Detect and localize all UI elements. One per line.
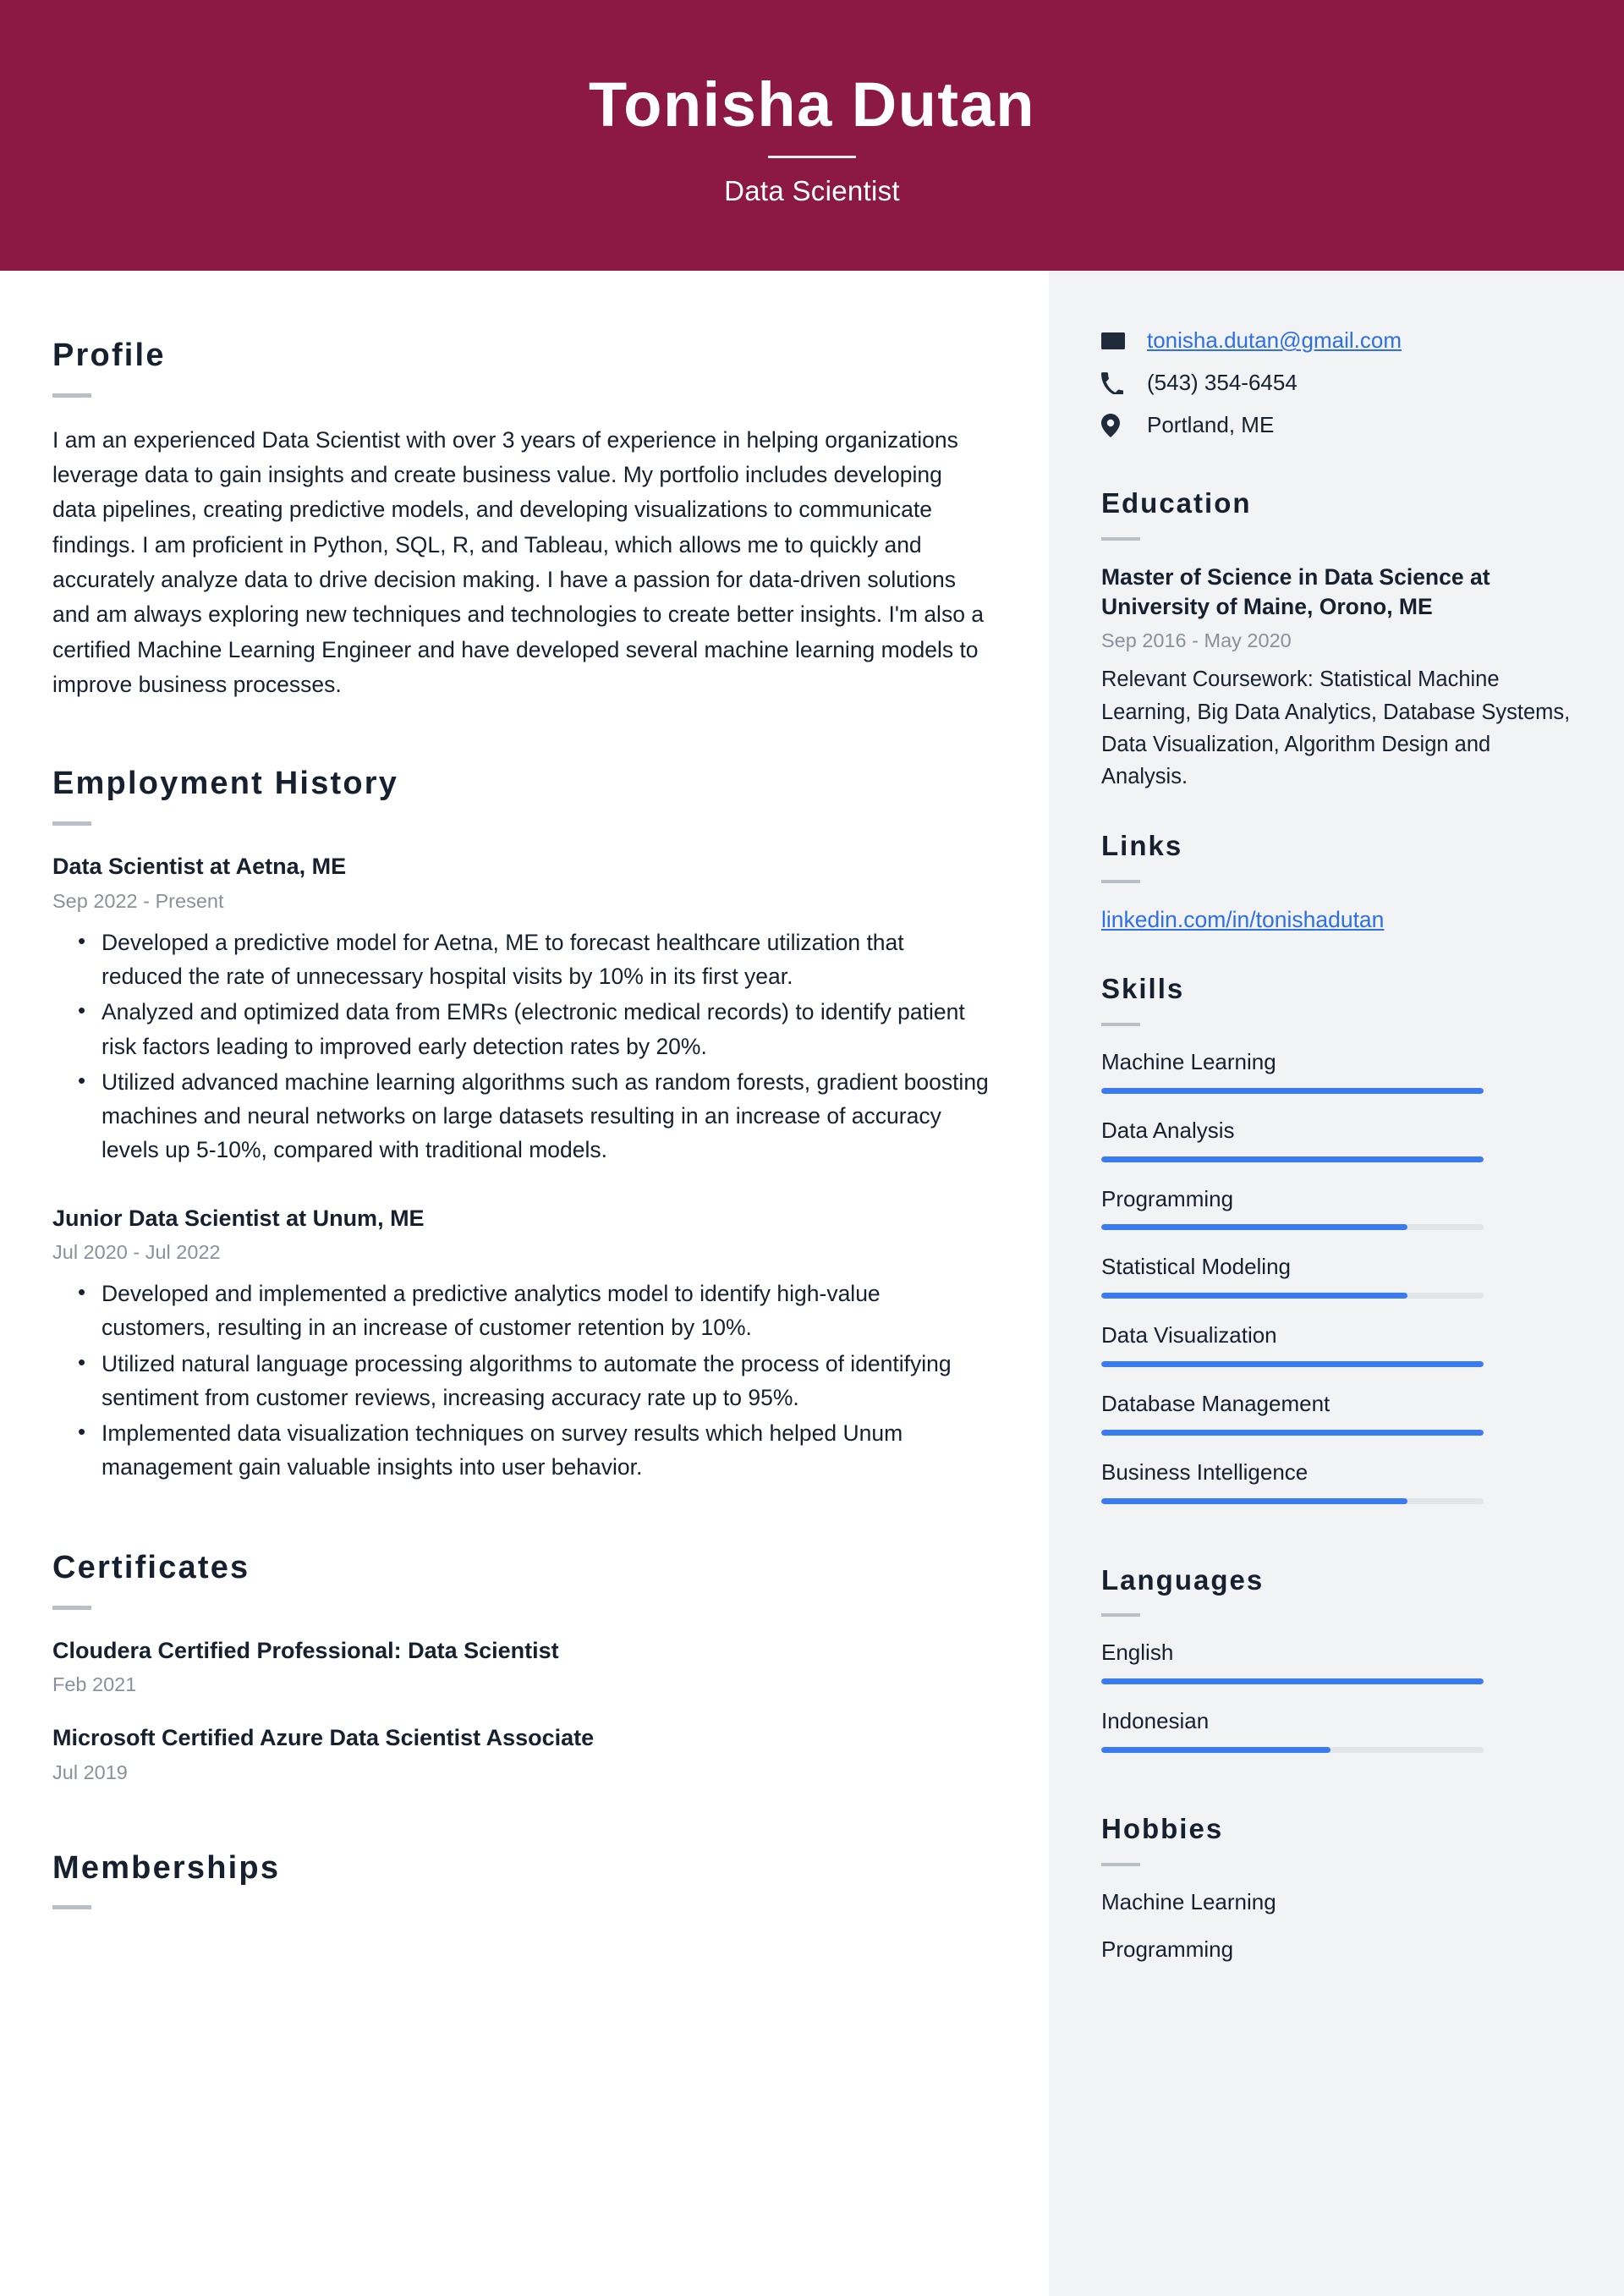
job-bullet: • Analyzed and optimized data from EMRs (electronic medical records) to identify patient risk factors leading to improved early detection rates by 20%.: [52, 995, 990, 1063]
section-memberships: [52, 1849, 990, 1910]
profile-text: I am an experienced Data Scientist with over 3 years of experience in helping organizations leverage data to gain insights and create business value. My portfolio includes developing data pipelines, creating predictive models, and developing visualizations to communicate findings. I am proficient in Python, SQL, R, and Tableau, which allows me to quickly and accurately analyze data to drive decision making. I have a passion for data-driven solutions and am always exploring new techniques and technologies to create better insights. I'm also a certified Machine Learning Engineer and have developed several machine learning models to improve business processes.: [52, 426, 985, 698]
degree-date: Sep 2016 - May 2020: [1101, 629, 1292, 652]
job-date: Jul 2020 - Jul 2022: [52, 1241, 221, 1264]
skill-label: Data Analysis: [1101, 1117, 1235, 1143]
section-rule: [1101, 1613, 1140, 1617]
phone-number: (543) 354-6454: [1147, 370, 1298, 396]
section-rule: [1101, 537, 1140, 541]
section-heading-memberships: Memberships: [52, 1849, 281, 1886]
job-title: Junior Data Scientist at Unum, ME: [52, 1205, 425, 1231]
linkedin-link[interactable]: linkedin.com/in/tonishadutan: [1101, 907, 1385, 933]
skill-level-fill: [1101, 1156, 1484, 1162]
skill-item: [1101, 1185, 1573, 1231]
employment-entry: [52, 1203, 990, 1485]
job-date: Sep 2022 - Present: [52, 889, 224, 912]
section-rule: [1101, 880, 1140, 883]
certificate-date: Feb 2021: [52, 1673, 137, 1695]
language-level-track: [1101, 1678, 1484, 1684]
section-certificates: [52, 1549, 990, 1787]
section-rule: [1101, 1023, 1140, 1026]
skill-level-track: [1101, 1293, 1484, 1299]
section-hobbies: [1101, 1813, 1573, 1964]
skill-level-track: [1101, 1088, 1484, 1094]
section-rule: [52, 821, 91, 826]
skill-level-fill: [1101, 1224, 1407, 1230]
contact-location-row: [1101, 411, 1573, 440]
job-bullet-list: [52, 926, 990, 1167]
skill-item: [1101, 1117, 1573, 1162]
skill-label: Programming: [1101, 1185, 1234, 1211]
certificate-title: Cloudera Certified Professional: Data Scientist: [52, 1637, 559, 1663]
skill-label: Business Intelligence: [1101, 1458, 1309, 1485]
language-level-fill: [1101, 1678, 1484, 1684]
language-label: English: [1101, 1640, 1174, 1666]
page-title: Tonisha Dutan: [589, 69, 1035, 140]
job-bullet-list: [52, 1277, 990, 1485]
language-level-fill: [1101, 1747, 1330, 1753]
section-rule: [1101, 1863, 1140, 1866]
sidebar-column: [1049, 271, 1624, 2296]
skill-item: [1101, 1458, 1573, 1504]
skill-level-fill: [1101, 1293, 1407, 1299]
section-heading-skills: Skills: [1101, 973, 1185, 1004]
skill-level-track: [1101, 1498, 1484, 1504]
degree-title: Master of Science in Data Science at University of Maine, Orono, ME: [1101, 563, 1490, 620]
job-bullet: • Utilized natural language processing algorithms to automate the process of identifying sentiment from customer reviews, increasing accuracy rate up to 95%.: [52, 1347, 990, 1415]
employment-entry: [52, 851, 990, 1167]
hobby-item: Machine Learning: [1101, 1888, 1276, 1914]
skill-item: [1101, 1390, 1573, 1436]
header-divider: [768, 156, 856, 158]
section-education: [1101, 487, 1573, 793]
job-title: Data Scientist at Aetna, ME: [52, 854, 347, 880]
location-text: Portland, ME: [1147, 412, 1275, 438]
section-heading-profile: Profile: [52, 338, 166, 373]
skill-item: [1101, 1321, 1573, 1367]
language-item: [1101, 1639, 1573, 1684]
skill-label: Data Visualization: [1101, 1322, 1277, 1348]
language-label: Indonesian: [1101, 1708, 1210, 1734]
certificate-title: Microsoft Certified Azure Data Scientist Associate: [52, 1725, 595, 1751]
contact-phone-row: [1101, 369, 1573, 398]
section-heading-certificates: Certificates: [52, 1549, 250, 1585]
section-heading-employment: Employment History: [52, 766, 399, 802]
resume-header: [0, 0, 1624, 271]
section-heading-languages: Languages: [1101, 1563, 1265, 1596]
hobby-item: Programming: [1101, 1936, 1234, 1962]
language-level-track: [1101, 1747, 1484, 1753]
skill-label: Statistical Modeling: [1101, 1254, 1291, 1280]
skill-level-track: [1101, 1430, 1484, 1436]
location-pin-icon: [1101, 414, 1135, 437]
contact-email-row[interactable]: [1101, 327, 1573, 355]
skill-item: [1101, 1253, 1573, 1299]
skill-level-track: [1101, 1224, 1484, 1230]
job-bullet: • Developed and implemented a predictive analytics model to identify high-value customers, resulting in an increase of customer retention by 10%.: [52, 1277, 990, 1345]
language-item: [1101, 1707, 1573, 1753]
skill-level-fill: [1101, 1498, 1407, 1504]
section-heading-links: Links: [1101, 830, 1183, 862]
resume-body: [0, 271, 1624, 2296]
contact-details: [1101, 327, 1573, 440]
section-links: [1101, 830, 1573, 936]
skill-level-track: [1101, 1361, 1484, 1367]
certificate-entry: [52, 1635, 990, 1700]
section-rule: [52, 1905, 91, 1909]
section-languages: [1101, 1564, 1573, 1754]
job-bullet: • Implemented data visualization techniques on survey results which helped Unum management gain valuable insights into user behavior.: [52, 1416, 990, 1485]
skill-level-fill: [1101, 1088, 1484, 1094]
coursework-text: Relevant Coursework: Statistical Machine Learning, Big Data Analytics, Database Systems, Data Visualization, Algorithm Design and Analysis.: [1101, 667, 1571, 789]
skill-level-fill: [1101, 1361, 1484, 1367]
skill-label: Database Management: [1101, 1390, 1330, 1416]
skill-item: [1101, 1048, 1573, 1094]
header-subtitle: Data Scientist: [724, 175, 900, 207]
job-bullet: • Utilized advanced machine learning algorithms such as random forests, gradient boosting machines and neural networks on large datasets resulting in an increase of accuracy levels up 5-10%, compared with traditional models.: [52, 1065, 990, 1167]
job-bullet: • Developed a predictive model for Aetna, ME to forecast healthcare utilization that reduced the rate of unnecessary hospital visits by 10% in its first year.: [52, 926, 990, 994]
section-heading-education: Education: [1101, 487, 1252, 519]
email-link[interactable]: tonisha.dutan@gmail.com: [1147, 327, 1402, 354]
main-column: [0, 271, 1049, 2296]
section-employment-history: [52, 765, 990, 1484]
section-heading-hobbies: Hobbies: [1101, 1813, 1224, 1845]
section-profile: [52, 337, 990, 702]
phone-icon: [1101, 372, 1135, 394]
skill-level-fill: [1101, 1430, 1484, 1436]
section-rule: [52, 393, 91, 398]
section-skills: [1101, 973, 1573, 1504]
certificate-date: Jul 2019: [52, 1760, 128, 1783]
envelope-icon: [1101, 332, 1135, 350]
section-rule: [52, 1606, 91, 1610]
skill-label: Machine Learning: [1101, 1048, 1276, 1074]
skill-level-track: [1101, 1156, 1484, 1162]
certificate-entry: [52, 1722, 990, 1787]
